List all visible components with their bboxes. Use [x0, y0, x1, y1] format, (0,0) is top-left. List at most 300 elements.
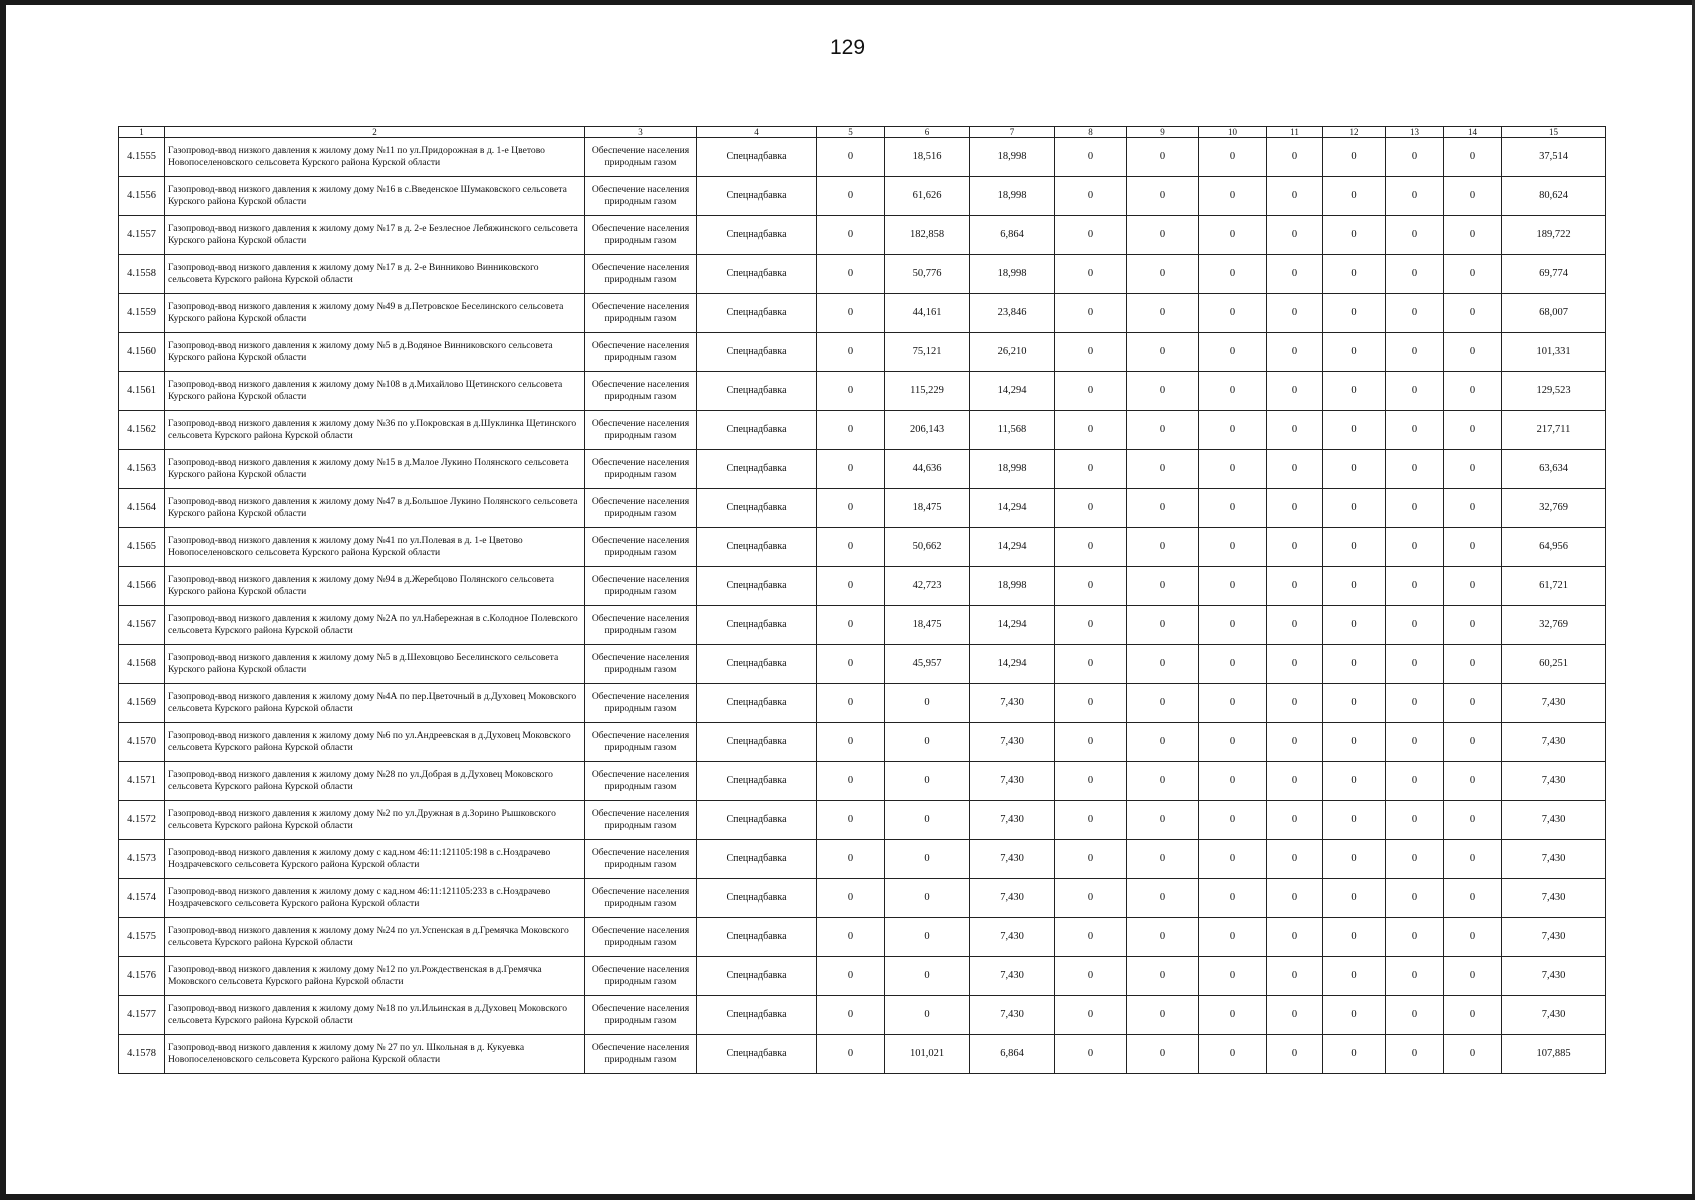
value-cell: 0	[1055, 957, 1127, 996]
row-number-cell: 4.1564	[119, 489, 165, 528]
total-cell: 61,721	[1502, 567, 1606, 606]
row-number-cell: 4.1558	[119, 255, 165, 294]
value-cell: 0	[1267, 645, 1323, 684]
value-cell: 7,430	[970, 684, 1055, 723]
value-cell: 14,294	[970, 372, 1055, 411]
value-cell: 50,662	[885, 528, 970, 567]
value-cell: 0	[1386, 918, 1444, 957]
value-cell: 0	[1127, 1035, 1199, 1074]
description-cell: Газопровод-ввод низкого давления к жилому дому №2 по ул.Дружная в д.Зорино Рышковского сельсовета Курского района Курской области	[165, 801, 585, 840]
total-cell: 7,430	[1502, 918, 1606, 957]
total-cell: 68,007	[1502, 294, 1606, 333]
value-cell: 0	[1386, 723, 1444, 762]
value-cell: 182,858	[885, 216, 970, 255]
table-row	[119, 450, 1606, 489]
description-cell: Газопровод-ввод низкого давления к жилому дому №18 по ул.Ильинская в д.Духовец Моковского сельсовета Курского района Курской области	[165, 996, 585, 1035]
value-cell: 0	[1323, 450, 1386, 489]
value-cell: 0	[1055, 801, 1127, 840]
value-cell: 0	[1127, 138, 1199, 177]
header-cell: 1	[119, 127, 165, 138]
value-cell: 0	[1386, 294, 1444, 333]
value-cell: 0	[1323, 840, 1386, 879]
value-cell: 0	[1267, 216, 1323, 255]
value-cell: 0	[1199, 528, 1267, 567]
value-cell: 75,121	[885, 333, 970, 372]
funding-source-cell: Спецнадбавка	[697, 294, 817, 333]
value-cell: 0	[1055, 489, 1127, 528]
purpose-cell: Обеспечение населения природным газом	[585, 489, 697, 528]
value-cell: 0	[1199, 879, 1267, 918]
value-cell: 0	[1055, 684, 1127, 723]
header-cell: 9	[1127, 127, 1199, 138]
value-cell: 0	[1386, 996, 1444, 1035]
value-cell: 11,568	[970, 411, 1055, 450]
value-cell: 0	[1199, 801, 1267, 840]
value-cell: 0	[1127, 450, 1199, 489]
funding-source-cell: Спецнадбавка	[697, 255, 817, 294]
value-cell: 0	[1199, 996, 1267, 1035]
value-cell: 0	[885, 996, 970, 1035]
value-cell: 6,864	[970, 1035, 1055, 1074]
value-cell: 0	[1267, 1035, 1323, 1074]
value-cell: 0	[1323, 372, 1386, 411]
funding-source-cell: Спецнадбавка	[697, 177, 817, 216]
value-cell: 0	[1267, 918, 1323, 957]
value-cell: 18,998	[970, 138, 1055, 177]
value-cell: 0	[817, 840, 885, 879]
funding-source-cell: Спецнадбавка	[697, 723, 817, 762]
value-cell: 0	[817, 528, 885, 567]
row-number-cell: 4.1576	[119, 957, 165, 996]
value-cell: 0	[1127, 216, 1199, 255]
header-cell: 14	[1444, 127, 1502, 138]
value-cell: 0	[1386, 762, 1444, 801]
value-cell: 0	[1055, 138, 1127, 177]
row-number-cell: 4.1570	[119, 723, 165, 762]
header-cell: 13	[1386, 127, 1444, 138]
value-cell: 0	[1127, 372, 1199, 411]
value-cell: 18,998	[970, 567, 1055, 606]
total-cell: 107,885	[1502, 1035, 1606, 1074]
purpose-cell: Обеспечение населения природным газом	[585, 333, 697, 372]
value-cell: 0	[1127, 996, 1199, 1035]
value-cell: 0	[1199, 918, 1267, 957]
value-cell: 0	[1386, 177, 1444, 216]
value-cell: 0	[1199, 372, 1267, 411]
row-number-cell: 4.1569	[119, 684, 165, 723]
value-cell: 14,294	[970, 528, 1055, 567]
value-cell: 0	[1127, 606, 1199, 645]
value-cell: 0	[817, 489, 885, 528]
value-cell: 0	[1055, 294, 1127, 333]
row-number-cell: 4.1571	[119, 762, 165, 801]
description-cell: Газопровод-ввод низкого давления к жилому дому №17 в д. 2-е Винниково Винниковского сельсовета Курского района Курской области	[165, 255, 585, 294]
value-cell: 0	[1323, 294, 1386, 333]
value-cell: 0	[817, 684, 885, 723]
table-header	[119, 127, 1606, 138]
funding-source-cell: Спецнадбавка	[697, 489, 817, 528]
total-cell: 7,430	[1502, 762, 1606, 801]
value-cell: 0	[1444, 255, 1502, 294]
value-cell: 0	[817, 138, 885, 177]
value-cell: 0	[1267, 138, 1323, 177]
total-cell: 32,769	[1502, 489, 1606, 528]
total-cell: 80,624	[1502, 177, 1606, 216]
value-cell: 0	[1127, 294, 1199, 333]
value-cell: 0	[1127, 333, 1199, 372]
purpose-cell: Обеспечение населения природным газом	[585, 294, 697, 333]
value-cell: 0	[1055, 411, 1127, 450]
value-cell: 0	[817, 723, 885, 762]
header-cell: 15	[1502, 127, 1606, 138]
table-row	[119, 567, 1606, 606]
value-cell: 0	[1386, 216, 1444, 255]
funding-source-cell: Спецнадбавка	[697, 333, 817, 372]
purpose-cell: Обеспечение населения природным газом	[585, 1035, 697, 1074]
value-cell: 0	[885, 684, 970, 723]
value-cell: 0	[817, 567, 885, 606]
value-cell: 0	[817, 294, 885, 333]
value-cell: 0	[1267, 294, 1323, 333]
total-cell: 32,769	[1502, 606, 1606, 645]
value-cell: 7,430	[970, 840, 1055, 879]
purpose-cell: Обеспечение населения природным газом	[585, 450, 697, 489]
value-cell: 0	[1444, 294, 1502, 333]
value-cell: 0	[1323, 333, 1386, 372]
value-cell: 0	[1127, 840, 1199, 879]
value-cell: 7,430	[970, 918, 1055, 957]
value-cell: 0	[885, 840, 970, 879]
funding-source-cell: Спецнадбавка	[697, 372, 817, 411]
value-cell: 0	[1055, 450, 1127, 489]
description-cell: Газопровод-ввод низкого давления к жилому дому №6 по ул.Андреевская в д.Духовец Моковского сельсовета Курского района Курской области	[165, 723, 585, 762]
value-cell: 0	[1199, 567, 1267, 606]
table-row	[119, 255, 1606, 294]
purpose-cell: Обеспечение населения природным газом	[585, 606, 697, 645]
value-cell: 0	[1323, 801, 1386, 840]
page-number: 129	[829, 36, 866, 59]
table-row	[119, 333, 1606, 372]
value-cell: 0	[1199, 255, 1267, 294]
value-cell: 0	[885, 918, 970, 957]
value-cell: 0	[1055, 333, 1127, 372]
value-cell: 0	[1444, 372, 1502, 411]
value-cell: 0	[1323, 567, 1386, 606]
funding-source-cell: Спецнадбавка	[697, 138, 817, 177]
funding-source-cell: Спецнадбавка	[697, 645, 817, 684]
row-number-cell: 4.1563	[119, 450, 165, 489]
value-cell: 0	[817, 372, 885, 411]
value-cell: 0	[1386, 801, 1444, 840]
table-row	[119, 1035, 1606, 1074]
value-cell: 0	[1267, 567, 1323, 606]
funding-source-cell: Спецнадбавка	[697, 606, 817, 645]
value-cell: 0	[817, 762, 885, 801]
purpose-cell: Обеспечение населения природным газом	[585, 372, 697, 411]
value-cell: 0	[1323, 606, 1386, 645]
value-cell: 206,143	[885, 411, 970, 450]
header-cell: 6	[885, 127, 970, 138]
header-cell: 12	[1323, 127, 1386, 138]
value-cell: 0	[1267, 177, 1323, 216]
value-cell: 0	[1444, 489, 1502, 528]
value-cell: 0	[1323, 723, 1386, 762]
scan-border-top	[0, 0, 1695, 5]
table-row	[119, 957, 1606, 996]
value-cell: 14,294	[970, 645, 1055, 684]
funding-source-cell: Спецнадбавка	[697, 684, 817, 723]
value-cell: 0	[1444, 762, 1502, 801]
value-cell: 0	[1323, 762, 1386, 801]
value-cell: 0	[1267, 528, 1323, 567]
value-cell: 0	[817, 645, 885, 684]
value-cell: 0	[1386, 645, 1444, 684]
value-cell: 61,626	[885, 177, 970, 216]
value-cell: 18,475	[885, 489, 970, 528]
value-cell: 0	[1127, 567, 1199, 606]
value-cell: 0	[1199, 957, 1267, 996]
row-number-cell: 4.1565	[119, 528, 165, 567]
purpose-cell: Обеспечение населения природным газом	[585, 138, 697, 177]
value-cell: 0	[1323, 216, 1386, 255]
value-cell: 0	[1444, 684, 1502, 723]
header-cell: 4	[697, 127, 817, 138]
value-cell: 0	[1199, 606, 1267, 645]
row-number-cell: 4.1573	[119, 840, 165, 879]
value-cell: 0	[1267, 333, 1323, 372]
value-cell: 0	[1444, 567, 1502, 606]
value-cell: 0	[1386, 684, 1444, 723]
value-cell: 0	[1055, 723, 1127, 762]
purpose-cell: Обеспечение населения природным газом	[585, 879, 697, 918]
value-cell: 0	[1055, 918, 1127, 957]
header-cell: 5	[817, 127, 885, 138]
total-cell: 69,774	[1502, 255, 1606, 294]
value-cell: 0	[817, 879, 885, 918]
table-row	[119, 840, 1606, 879]
value-cell: 7,430	[970, 723, 1055, 762]
value-cell: 44,636	[885, 450, 970, 489]
funding-source-cell: Спецнадбавка	[697, 1035, 817, 1074]
funding-source-cell: Спецнадбавка	[697, 879, 817, 918]
value-cell: 0	[1386, 489, 1444, 528]
value-cell: 0	[1267, 840, 1323, 879]
value-cell: 0	[1267, 450, 1323, 489]
value-cell: 0	[1444, 996, 1502, 1035]
value-cell: 0	[1444, 177, 1502, 216]
value-cell: 0	[1055, 372, 1127, 411]
funding-source-cell: Спецнадбавка	[697, 567, 817, 606]
value-cell: 0	[1199, 684, 1267, 723]
table-row	[119, 294, 1606, 333]
value-cell: 0	[1444, 606, 1502, 645]
value-cell: 0	[1199, 645, 1267, 684]
header-cell: 10	[1199, 127, 1267, 138]
value-cell: 0	[1199, 450, 1267, 489]
value-cell: 0	[1386, 528, 1444, 567]
value-cell: 115,229	[885, 372, 970, 411]
total-cell: 7,430	[1502, 879, 1606, 918]
purpose-cell: Обеспечение населения природным газом	[585, 216, 697, 255]
value-cell: 0	[1199, 723, 1267, 762]
value-cell: 0	[1127, 684, 1199, 723]
value-cell: 0	[885, 957, 970, 996]
total-cell: 7,430	[1502, 957, 1606, 996]
value-cell: 0	[1127, 645, 1199, 684]
table-row	[119, 684, 1606, 723]
description-cell: Газопровод-ввод низкого давления к жилому дому с кад.ном 46:11:121105:198 в с.Ноздрачево Ноздрачевского сельсовета Курского района Курской области	[165, 840, 585, 879]
value-cell: 0	[1323, 645, 1386, 684]
value-cell: 101,021	[885, 1035, 970, 1074]
value-cell: 0	[1386, 606, 1444, 645]
value-cell: 0	[1127, 489, 1199, 528]
total-cell: 64,956	[1502, 528, 1606, 567]
row-number-cell: 4.1566	[119, 567, 165, 606]
value-cell: 0	[817, 957, 885, 996]
value-cell: 0	[1444, 840, 1502, 879]
value-cell: 0	[1323, 957, 1386, 996]
purpose-cell: Обеспечение населения природным газом	[585, 684, 697, 723]
value-cell: 0	[1323, 684, 1386, 723]
value-cell: 0	[817, 606, 885, 645]
value-cell: 0	[1199, 840, 1267, 879]
value-cell: 0	[1386, 372, 1444, 411]
value-cell: 0	[1055, 1035, 1127, 1074]
purpose-cell: Обеспечение населения природным газом	[585, 255, 697, 294]
value-cell: 0	[1444, 918, 1502, 957]
value-cell: 0	[1323, 138, 1386, 177]
value-cell: 0	[1323, 918, 1386, 957]
value-cell: 0	[1127, 879, 1199, 918]
value-cell: 0	[1444, 1035, 1502, 1074]
purpose-cell: Обеспечение населения природным газом	[585, 177, 697, 216]
value-cell: 0	[1444, 216, 1502, 255]
total-cell: 129,523	[1502, 372, 1606, 411]
row-number-cell: 4.1578	[119, 1035, 165, 1074]
value-cell: 0	[1323, 411, 1386, 450]
table-row	[119, 879, 1606, 918]
purpose-cell: Обеспечение населения природным газом	[585, 528, 697, 567]
description-cell: Газопровод-ввод низкого давления к жилому дому №16 в с.Введенское Шумаковского сельсовета Курского района Курской области	[165, 177, 585, 216]
value-cell: 0	[1055, 606, 1127, 645]
value-cell: 0	[817, 411, 885, 450]
value-cell: 0	[1267, 957, 1323, 996]
value-cell: 0	[1267, 684, 1323, 723]
table-row	[119, 138, 1606, 177]
description-cell: Газопровод-ввод низкого давления к жилому дому №12 по ул.Рождественская в д.Гремячка Моковского сельсовета Курского района Курской области	[165, 957, 585, 996]
header-row	[119, 127, 1606, 138]
value-cell: 18,516	[885, 138, 970, 177]
header-cell: 11	[1267, 127, 1323, 138]
value-cell: 0	[817, 216, 885, 255]
value-cell: 45,957	[885, 645, 970, 684]
value-cell: 0	[1055, 645, 1127, 684]
description-cell: Газопровод-ввод низкого давления к жилому дому №5 в д.Шеховцово Беселинского сельсовета Курского района Курской области	[165, 645, 585, 684]
value-cell: 0	[1444, 801, 1502, 840]
value-cell: 0	[1055, 255, 1127, 294]
value-cell: 0	[1444, 411, 1502, 450]
total-cell: 7,430	[1502, 801, 1606, 840]
value-cell: 0	[1199, 177, 1267, 216]
value-cell: 0	[1199, 411, 1267, 450]
description-cell: Газопровод-ввод низкого давления к жилому дому №49 в д.Петровское Беселинского сельсовета Курского района Курской области	[165, 294, 585, 333]
funding-source-cell: Спецнадбавка	[697, 528, 817, 567]
row-number-cell: 4.1575	[119, 918, 165, 957]
value-cell: 0	[1267, 411, 1323, 450]
value-cell: 0	[1386, 957, 1444, 996]
value-cell: 0	[1323, 996, 1386, 1035]
value-cell: 0	[1199, 1035, 1267, 1074]
value-cell: 18,998	[970, 255, 1055, 294]
investment-program-table	[118, 126, 1606, 1074]
table-row	[119, 606, 1606, 645]
value-cell: 0	[1444, 879, 1502, 918]
row-number-cell: 4.1555	[119, 138, 165, 177]
table-row	[119, 801, 1606, 840]
value-cell: 0	[1444, 723, 1502, 762]
funding-source-cell: Спецнадбавка	[697, 840, 817, 879]
value-cell: 0	[817, 1035, 885, 1074]
value-cell: 0	[1323, 879, 1386, 918]
value-cell: 0	[1055, 177, 1127, 216]
scan-border-bottom	[0, 1194, 1695, 1200]
value-cell: 0	[1386, 567, 1444, 606]
value-cell: 0	[1323, 1035, 1386, 1074]
table-row	[119, 372, 1606, 411]
value-cell: 0	[1386, 1035, 1444, 1074]
value-cell: 0	[1386, 879, 1444, 918]
scan-border-left	[0, 0, 6, 1200]
value-cell: 0	[817, 801, 885, 840]
row-number-cell: 4.1567	[119, 606, 165, 645]
funding-source-cell: Спецнадбавка	[697, 996, 817, 1035]
purpose-cell: Обеспечение населения природным газом	[585, 723, 697, 762]
value-cell: 0	[1199, 762, 1267, 801]
value-cell: 0	[1444, 333, 1502, 372]
value-cell: 0	[1444, 645, 1502, 684]
value-cell: 0	[817, 918, 885, 957]
value-cell: 0	[1267, 372, 1323, 411]
purpose-cell: Обеспечение населения природным газом	[585, 645, 697, 684]
table-row	[119, 528, 1606, 567]
value-cell: 0	[1127, 177, 1199, 216]
description-cell: Газопровод-ввод низкого давления к жилому дому с кад.ном 46:11:121105:233 в с.Ноздрачево Ноздрачевского сельсовета Курского района Курской области	[165, 879, 585, 918]
description-cell: Газопровод-ввод низкого давления к жилому дому №28 по ул.Добрая в д.Духовец Моковского сельсовета Курского района Курской области	[165, 762, 585, 801]
row-number-cell: 4.1572	[119, 801, 165, 840]
table-body	[119, 138, 1606, 1074]
value-cell: 7,430	[970, 879, 1055, 918]
purpose-cell: Обеспечение населения природным газом	[585, 762, 697, 801]
total-cell: 60,251	[1502, 645, 1606, 684]
value-cell: 0	[1127, 957, 1199, 996]
value-cell: 0	[1199, 333, 1267, 372]
value-cell: 18,998	[970, 450, 1055, 489]
row-number-cell: 4.1560	[119, 333, 165, 372]
purpose-cell: Обеспечение населения природным газом	[585, 957, 697, 996]
purpose-cell: Обеспечение населения природным газом	[585, 840, 697, 879]
row-number-cell: 4.1556	[119, 177, 165, 216]
row-number-cell: 4.1574	[119, 879, 165, 918]
description-cell: Газопровод-ввод низкого давления к жилому дому №15 в д.Малое Лукино Полянского сельсовета Курского района Курской области	[165, 450, 585, 489]
total-cell: 37,514	[1502, 138, 1606, 177]
description-cell: Газопровод-ввод низкого давления к жилому дому №4А по пер.Цветочный в д.Духовец Моковского сельсовета Курского района Курской области	[165, 684, 585, 723]
description-cell: Газопровод-ввод низкого давления к жилому дому №94 в д.Жеребцово Полянского сельсовета Курского района Курской области	[165, 567, 585, 606]
value-cell: 0	[1055, 840, 1127, 879]
row-number-cell: 4.1577	[119, 996, 165, 1035]
value-cell: 0	[817, 333, 885, 372]
value-cell: 0	[1055, 567, 1127, 606]
funding-source-cell: Спецнадбавка	[697, 216, 817, 255]
